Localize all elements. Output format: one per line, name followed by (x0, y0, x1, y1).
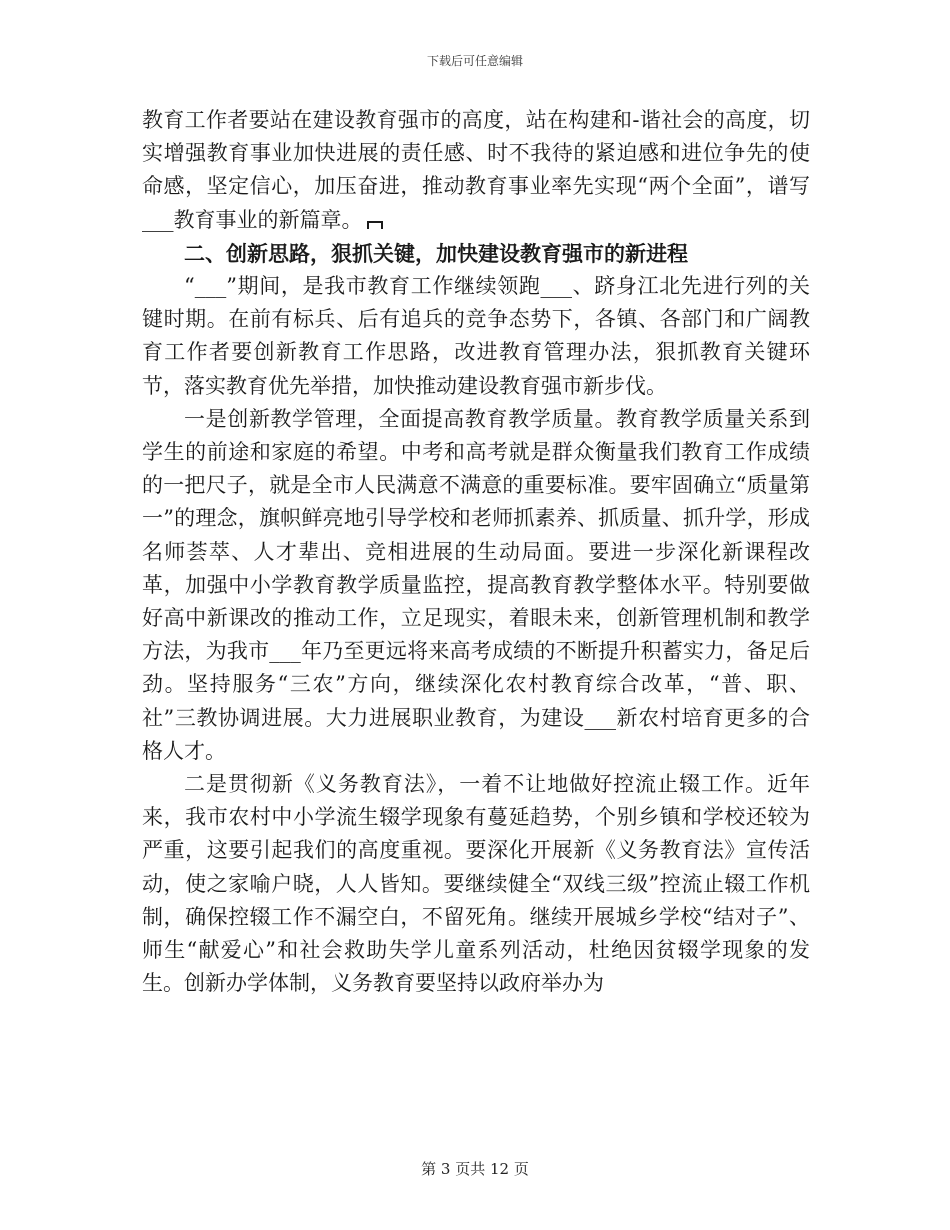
section-heading: 二、创新思路，狠抓关键，加快建设教育强市的新进程 (184, 240, 688, 266)
paragraph-intro-text: 教育工作者要站在建设教育强市的高度，站在构建和-谐社会的高度，切实增强教育事业加快进展的责任感、时不我待的紧迫感和进位争先的使命感，坚定信心，加压奋进，推动教育事业率先实现“两个全面”，谱写___教育事业的新篇章。 (142, 108, 810, 232)
paragraph-teaching-management: 一是创新教学管理，全面提高教育教学质量。教育教学质量关系到学生的前途和家庭的希望。中考和高考就是群众衡量我们教育工作成绩的一把尺子，就是全市人民满意不满意的重要标准。要牢固确立“质量第一”的理念，旗帜鲜亮地引导学校和老师抓素养、抓质量、抓升学，形成名师荟萃、人才辈出、竞相进展的生动局面。要进一步深化新课程改革，加强中小学教育教学质量监控，提高教育教学整体水平。特别要做好高中新课改的推动工作，立足现实，着眼未来，创新管理机制和教学方法，为我市___年乃至更远将来高考成绩的不断提升积蓄实力，备足后劲。坚持服务“三农”方向，继续深化农村教育综合改革，“普、职、社”三教协调进展。大力进展职业教育，为建设___新农村培育更多的合格人才。 (142, 406, 810, 763)
document-body (142, 104, 810, 1000)
paragraph-compulsory-education: 二是贯彻新《义务教育法》，一着不让地做好控流止辍工作。近年来，我市农村中小学流生辍学现象有蔓延趋势，个别乡镇和学校还较为严重，这要引起我们的高度重视。要深化开展新《义务教育法》宣传活动，使之家喻户晓，人人皆知。要继续健全“双线三级”控流止辍工作机制，确保控辍工作不漏空白，不留死角。继续开展城乡学校“结对子”、师生“献爱心”和社会救助失学儿童系列活动，杜绝因贫辍学现象的发生。创新办学体制，义务教育要坚持以政府举办为 (142, 772, 810, 996)
paragraph-section-intro: “___”期间，是我市教育工作继续领跑___、跻身江北先进行列的关键时期。在前有标兵、后有追兵的竞争态势下，各镇、各部门和广阔教育工作者要创新教育工作思路，改进教育管理办法，狠抓教育关键环节，落实教育优先举措，加快推动建设教育强市新步伐。 (142, 274, 810, 398)
page-header-note: 下载后可任意编辑 (426, 54, 523, 68)
page-footer-number: 第 3 页共 12 页 (421, 1160, 529, 1178)
paragraph-intro (142, 104, 810, 237)
corner-mark-icon (367, 221, 383, 229)
